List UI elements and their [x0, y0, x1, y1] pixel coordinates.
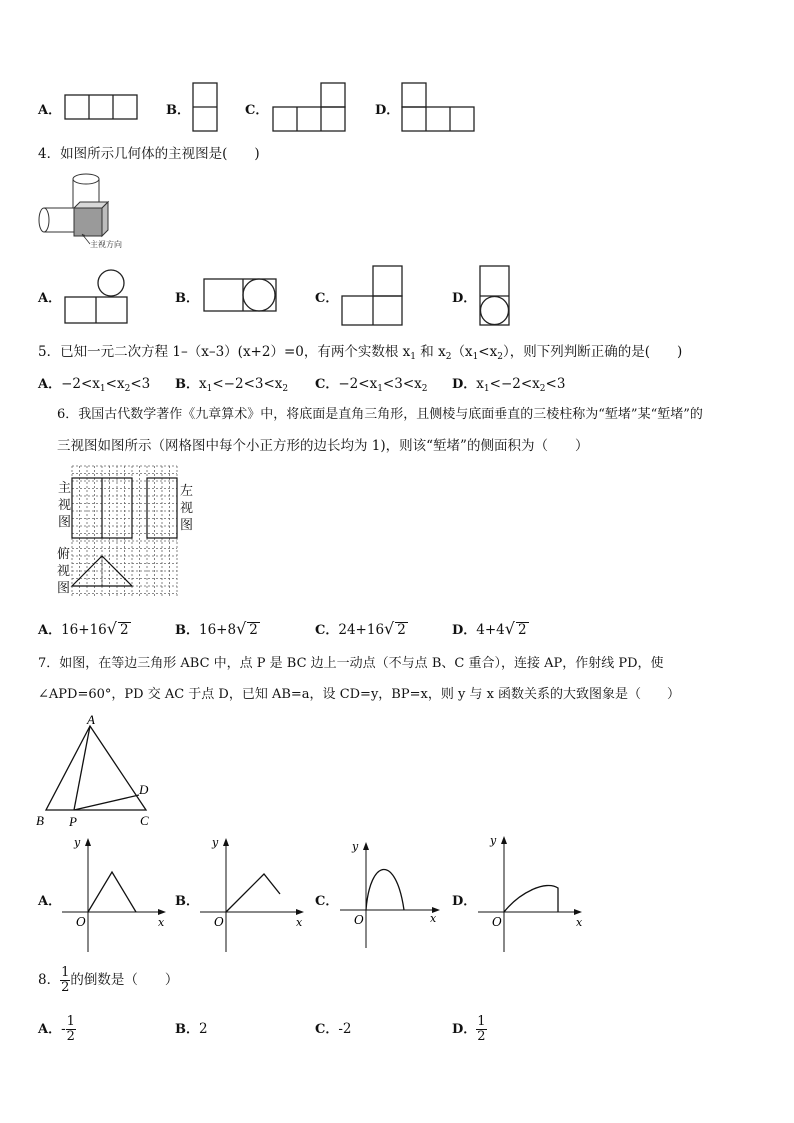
q6-option-d[interactable]: D．4+4√ 2 — [452, 619, 527, 638]
q5-option-b[interactable]: B．$x_1<-2<3<x_2$ — [175, 376, 289, 394]
q7-option-d-label[interactable]: D． — [452, 894, 477, 909]
q3-option-c-figure — [272, 82, 348, 134]
q4-option-c-figure — [341, 265, 405, 327]
svg-text:x: x — [296, 916, 303, 929]
q3-option-d-figure — [401, 82, 477, 134]
q6-front-view-label: 主 视 图 — [58, 481, 72, 530]
q3-option-d-label[interactable]: D． — [375, 103, 400, 118]
q4-option-a-label[interactable]: A． — [38, 291, 62, 306]
svg-text:O: O — [76, 915, 86, 929]
q7-point-b: B — [36, 813, 44, 828]
q3-option-a-figure — [64, 94, 139, 120]
q6-option-c[interactable]: C．24+16√ 2 — [315, 619, 406, 638]
q4-option-c-label[interactable]: C． — [315, 291, 339, 306]
q6-option-a[interactable]: A．16+16√ 2 — [38, 619, 129, 638]
svg-text:y: y — [212, 836, 219, 849]
q7-option-c-graph — [338, 836, 448, 956]
q8-option-c[interactable]: C．-2 — [315, 1021, 352, 1037]
q3-option-b-figure — [192, 82, 218, 134]
q4-view-direction-label: 主视方向 — [90, 240, 122, 249]
q7-option-b-graph — [198, 836, 308, 956]
q6-three-view-figure — [72, 466, 180, 602]
svg-text:y: y — [74, 836, 81, 849]
q6-stem-line2: 三视图如图所示（网格图中每个小正方形的边长均为 1)，则该“堑堵”的侧面积为（ ） — [57, 438, 589, 454]
q4-option-b-figure — [203, 278, 279, 314]
q4-option-b-label[interactable]: B． — [175, 291, 199, 306]
svg-text:x: x — [576, 916, 583, 929]
q8-stem: 8． $\frac{1}{2}$ 的倒数是（ ） — [38, 965, 179, 995]
q7-triangle-figure — [36, 712, 161, 830]
q7-option-c-label[interactable]: C． — [315, 894, 339, 909]
svg-text:y: y — [352, 840, 359, 853]
q7-stem-line1: 7．如图，在等边三角形 ABC 中，点 P 是 BC 边上一动点（不与点 B、C 重合），连接 AP，作射线 PD，使 — [38, 656, 664, 671]
svg-text:O: O — [214, 915, 224, 929]
q5-stem: 5．已知一元二次方程 1–（x–3）(x+2）=0，有两个实数根 $x_1$ 和 $x_2(x_1<x_2)$，则下列判断正确的是( ) — [38, 344, 683, 362]
svg-text:O: O — [354, 913, 364, 927]
svg-text:O: O — [492, 915, 502, 929]
q6-option-b[interactable]: B．16+8√ 2 — [175, 619, 258, 638]
q6-top-view-label: 俯 视 图 — [57, 547, 71, 596]
q3-option-b-label[interactable]: B． — [166, 103, 190, 118]
q8-option-d[interactable]: D． $\frac{1}{2}$ — [452, 1014, 486, 1044]
q7-option-a-label[interactable]: A． — [38, 894, 62, 909]
q5-option-c[interactable]: C．$-2<x_1<3<x_2$ — [315, 376, 428, 394]
q6-left-view-label: 左 视 图 — [180, 484, 194, 533]
q6-stem-line1: 6．我国古代数学著作《九章算术》中，将底面是直角三角形，且侧棱与底面垂直的三棱柱称为“堑堵”某“堑堵”的 — [57, 407, 703, 422]
q7-stem-line2: ∠APD=60°，PD 交 AC 于点 D，已知 AB=a，设 CD=y，BP=x，则 y 与 x 函数关系的大致图象是（ ） — [38, 687, 681, 702]
svg-text:x: x — [158, 916, 165, 929]
q7-option-a-graph — [60, 836, 170, 956]
q8-option-a[interactable]: A．- $\frac{1}{2}$ — [38, 1014, 75, 1044]
q7-point-a: A — [87, 712, 95, 727]
q7-option-b-label[interactable]: B． — [175, 894, 199, 909]
q7-point-d: D — [139, 782, 149, 797]
q4-option-a-figure — [64, 268, 128, 325]
q5-option-a[interactable]: A．$-2<x_1<x_2<3$ — [38, 376, 151, 394]
q3-option-c-label[interactable]: C． — [245, 103, 269, 118]
q7-option-d-graph — [476, 832, 591, 956]
q7-point-c: C — [140, 813, 149, 828]
q4-stem: 4．如图所示几何体的主视图是( ) — [38, 146, 260, 162]
q7-point-p: P — [69, 814, 77, 829]
q5-option-d[interactable]: D．$x_1<-2<x_2<3$ — [452, 376, 566, 394]
q4-option-d-figure — [479, 265, 511, 327]
svg-text:x: x — [430, 912, 437, 925]
q8-option-b[interactable]: B．2 — [175, 1021, 208, 1037]
q3-option-a-label[interactable]: A． — [38, 103, 62, 118]
svg-text:y: y — [490, 834, 497, 847]
q4-option-d-label[interactable]: D． — [452, 291, 477, 306]
